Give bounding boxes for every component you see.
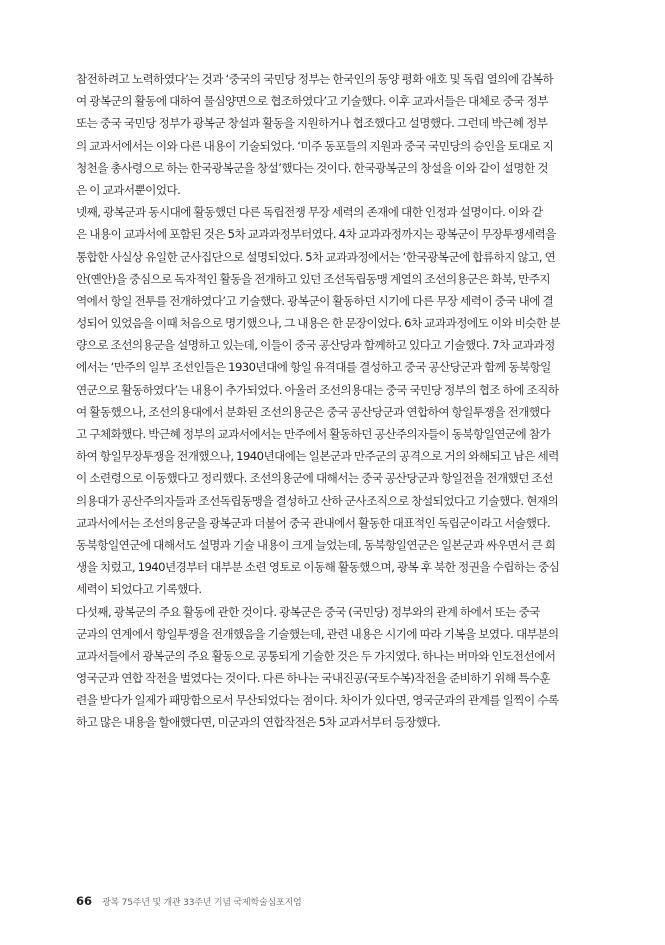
footer-title: 광복 75주년 및 개관 33주년 기념 국제학술심포지엄 (102, 898, 302, 908)
text-line: 군과의 연계에서 항일투쟁을 전개했음을 기술했는데, 관련 내용은 시기에 따라 기복을 보였다. 대부분의 (76, 626, 559, 641)
text-line: 통합한 사실상 유일한 군사집단으로 설명되었다. 5차 교과과정에서는 ‘한국광복군에 합류하지 않고, 연 (76, 249, 556, 264)
text-line: 연군으로 활동하였다’는 내용이 추가되었다. 아울러 조선의용대는 중국 국민당 정부의 협조 하에 조직하 (76, 382, 559, 397)
text-line: 에서는 ‘만주의 일부 조선인들은 1930년대에 항일 유격대를 결성하고 중국 공산당군과 함께 동북항일 (76, 360, 551, 375)
text-line: 교과서에서는 조선의용군을 광복군과 더불어 중국 관내에서 활동한 대표적인 독립군이라고 서술했다. (76, 515, 551, 530)
text-line: 안(옌안)을 중심으로 독자적인 활동을 전개하고 있던 조선독립동맹 계열의 조선의용군은 화북, 만주지 (76, 271, 551, 286)
text-line: 하여 항일무장투쟁을 전개했으나, 1940년대에는 일본군과 만주군의 공격으로 거의 와해되고 남은 세력 (76, 449, 559, 464)
text-line: 교과서들에서 광복군의 주요 활동으로 공통되게 기술한 것은 두 가지였다. 하나는 버마와 인도전선에서 (76, 648, 556, 663)
text-line: 세력이 되었다고 기록했다. (76, 582, 202, 597)
text-line: 련을 받다가 일제가 패망함으로서 무산되었다는 점이다. 차이가 있다면, 영국군과의 관계를 일찍이 수록 (76, 693, 559, 708)
text-line: 성되어 있었음을 이때 처음으로 명기했으나, 그 내용은 한 문장이었다. 6차 교과과정에도 이와 비슷한 분 (76, 316, 560, 331)
body-text (76, 68, 592, 734)
text-line: 량으로 조선의용군을 설명하고 있는데, 이들이 중국 공산당과 함께하고 있다고 기술했다. 7차 교과과정 (76, 338, 555, 353)
text-line: 넷째, 광복군과 동시대에 활동했던 다른 독립전쟁 무장 세력의 존재에 대한 인정과 설명이다. 이와 같 (76, 205, 543, 220)
text-line: 다섯째, 광복군의 주요 활동에 관한 것이다. 광복군은 중국 (국민당) 정부와의 관계 하에서 또는 중국 (76, 604, 540, 619)
text-line: 은 내용이 교과서에 포함된 것은 5차 교과과정부터였다. 4차 교과과정까지는 광복군이 무장투쟁세력을 (76, 227, 556, 242)
text-line: 하고 많은 내용을 할애했다면, 미군과의 연합작전은 5차 교과서부터 등장했다. (76, 715, 441, 730)
text-line: 여 광복군의 활동에 대하여 물심양면으로 협조하였다’고 기술했다. 이후 교과서들은 대체로 중국 정부 (76, 94, 548, 109)
text-line: 동북항일연군에 대해서도 설명과 기술 내용이 크게 늘었는데, 동북항일연군은 일본군과 싸우면서 큰 희 (76, 537, 556, 552)
page-footer (76, 894, 301, 908)
text-line: 고 구체화했다. 박근혜 정부의 교과서에서는 만주에서 활동하던 공산주의자들이 동북항일연군에 참가 (76, 427, 551, 441)
text-line: 영국군과 연합 작전을 벌였다는 것이다. 다른 하나는 국내진공(국토수복)작전을 준비하기 위해 특수훈 (76, 671, 551, 686)
text-line: 참전하려고 노력하였다’는 것과 ‘중국의 국민당 정부는 한국인의 동양 평화 애호 및 독립 열의에 감복하 (76, 72, 554, 86)
text-line: 이 소련령으로 이동했다고 정리했다. 조선의용군에 대해서는 중국 공산당군과 항일전을 전개했던 조선 (76, 471, 553, 486)
page-number: 66 (76, 894, 93, 908)
text-line: 역에서 항일 전투를 전개하였다’고 기술했다. 광복군이 활동하던 시기에 다른 무장 세력이 중국 내에 결 (76, 293, 554, 308)
text-line: 의용대가 공산주의자들과 조선독립동맹을 결성하고 산하 군사조직으로 창설되었다고 기술했다. 현재의 (76, 493, 559, 508)
text-line: 청천을 총사령으로 하는 한국광복군을 창설’했다는 것이다. 한국광복군의 창설을 이와 같이 설명한 것 (76, 160, 548, 175)
text-line: 또는 중국 국민당 정부가 광복군 창설과 활동을 지원하거나 협조했다고 설명했다. 그런데 박근혜 정부 (76, 116, 548, 131)
text-line: 의 교과서에서는 이와 다른 내용이 기술되었다. ‘미주 동포들의 지원과 중국 국민당의 승인을 토대로 지 (76, 138, 554, 153)
text-line: 은 이 교과서뿐이었다. (76, 182, 181, 197)
text-line: 여 활동했으나, 조선의용대에서 분화된 조선의용군은 중국 공산당군과 연합하여 항일투쟁을 전개했다 (76, 404, 551, 419)
text-line: 생을 치렀고, 1940년경부터 대부분 소련 영토로 이동해 활동했으며, 광복 후 북한 정권을 수립하는 중심 (76, 560, 560, 575)
